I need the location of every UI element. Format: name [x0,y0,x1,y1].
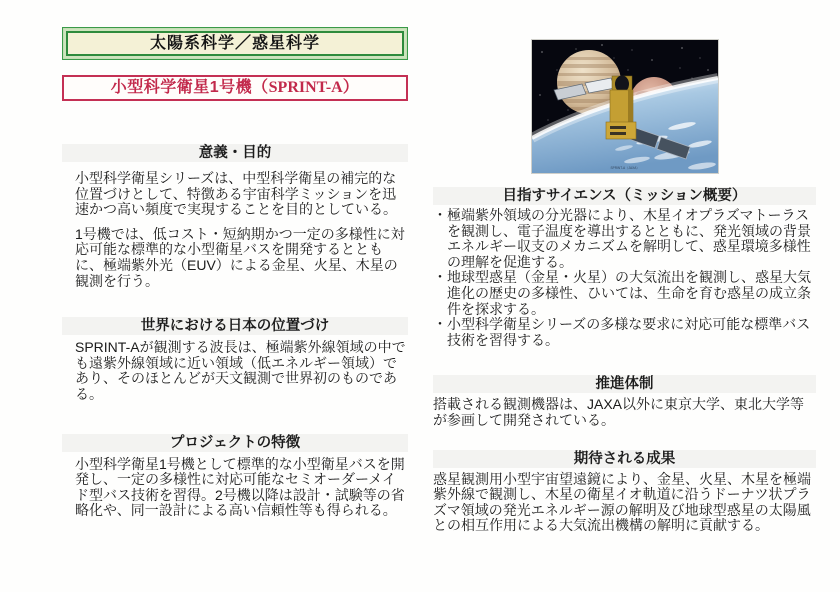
satellite-artwork [531,39,719,174]
list-item: ・小型科学衛星シリーズの多様な要求に対応可能な標準バス技術を習得する。 [433,316,811,348]
section-paragraph: 1号機では、低コスト・短納期かつ一定の多様性に対応可能な標準的な小型衛星バスを開発するとともに、極端紫外光（EUV）による金星、火星、木星の観測を行う。 [75,225,405,289]
section-paragraph: 小型科学衛星シリーズは、中型科学衛星の補完的な位置づけとして、特徴ある宇宙科学ミッションを迅速かつ高い頻度で実現することを目的としている。 [75,170,397,218]
right-column [433,39,816,534]
section-heading: 世界における日本の位置づけ [62,317,408,335]
section-heading: 意義・目的 [62,144,408,162]
category-banner-label: 太陽系科学／惑星科学 [66,31,404,56]
section-heading: 期待される成果 [433,450,816,468]
section-paragraph: 小型科学衛星1号機として標準的な小型衛星バスを開発し、一定の多様性に対応可能なセミオーダーメイド型バス技術を習得。2号機以降は設計・試験等の省略化や、同一設計による高い信頼性等も得られる。 [75,455,405,519]
section-heading: プロジェクトの特徴 [62,434,408,452]
section-paragraph: 搭載される観測機器は、JAXA以外に東京大学、東北大学等が参画して開発されている。 [433,396,805,428]
section-expected-outcomes [433,450,816,534]
section-science [433,187,816,348]
science-bullet-list [433,208,816,348]
category-banner [62,27,408,60]
satellite-title-en: SPRINT-A [268,79,343,96]
list-item: ・地球型惑星（金星・火星）の大気流出を観測し、惑星大気進化の歴史の多様性、ひいては、生命を育む惑星の成立条件を探求する。 [433,269,811,317]
list-item: ・極端紫外領域の分光器により、木星イオプラズマトーラスを観測し、電子温度を導出するとともに、発光領域の背景エネルギー収支のメカニズムを解明して、惑星環境多様性の理解を促進する。 [433,207,811,270]
section-paragraph: SPRINT-Aが観測する波長は、極端紫外線領域の中でも遠紫外線領域に近い領域（低エネルギー領域）であり、そのほとんどが天文観測で世界初のものである。 [75,339,406,402]
satellite-title-banner [62,75,408,101]
satellite-title-suffix: ） [342,79,360,96]
section-purpose [62,144,408,289]
section-paragraph: 惑星観測用小型宇宙望遠鏡により、金星、火星、木星を極端紫外線で観測し、木星の衛星イオ軌道に沿うドーナツ状プラズマ領域の発光エネルギー源の解明及び地球型惑星の太陽風との相互作用による大気流出機構の解明に貢献する。 [433,470,811,534]
section-heading: 目指すサイエンス（ミッション概要） [433,187,816,205]
left-column [62,27,408,519]
section-project-features [62,434,408,519]
section-organization [433,375,816,428]
section-heading: 推進体制 [433,375,816,393]
image-credit-caption: SPRINT-A（JAXA） [609,166,640,170]
satellite-title-prefix: 小型科学衛星1号機（ [110,79,269,96]
section-world-position [62,317,408,402]
